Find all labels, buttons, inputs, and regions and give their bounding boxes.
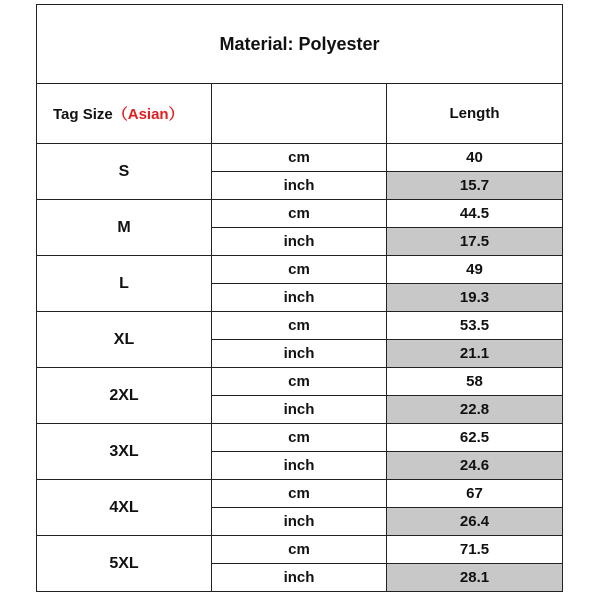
length-cm-value: 53.5: [387, 312, 563, 340]
size-chart-table: [36, 4, 563, 592]
unit-cm-label: cm: [212, 312, 387, 340]
tag-size-header: [37, 84, 212, 144]
unit-inch-label: inch: [212, 452, 387, 480]
tag-size-label: Tag Size: [53, 106, 113, 123]
length-inch-value: 19.3: [387, 284, 563, 312]
size-label: 3XL: [37, 424, 212, 480]
unit-inch-label: inch: [212, 508, 387, 536]
header-row: [37, 84, 563, 144]
unit-inch-label: inch: [212, 564, 387, 592]
unit-cm-label: cm: [212, 200, 387, 228]
length-inch-value: 17.5: [387, 228, 563, 256]
unit-inch-label: inch: [212, 172, 387, 200]
size-label: L: [37, 256, 212, 312]
length-inch-value: 24.6: [387, 452, 563, 480]
table-row: [37, 368, 563, 396]
size-label: 2XL: [37, 368, 212, 424]
unit-cm-label: cm: [212, 144, 387, 172]
table-row: [37, 480, 563, 508]
size-label: M: [37, 200, 212, 256]
table-row: [37, 536, 563, 564]
size-chart-body: [37, 5, 563, 592]
table-row: [37, 256, 563, 284]
length-cm-value: 49: [387, 256, 563, 284]
length-cm-value: 67: [387, 480, 563, 508]
unit-inch-label: inch: [212, 284, 387, 312]
length-cm-value: 40: [387, 144, 563, 172]
unit-cm-label: cm: [212, 256, 387, 284]
length-cm-value: 71.5: [387, 536, 563, 564]
size-label: XL: [37, 312, 212, 368]
length-inch-value: 26.4: [387, 508, 563, 536]
table-row: [37, 312, 563, 340]
title-row: [37, 5, 563, 84]
unit-inch-label: inch: [212, 228, 387, 256]
unit-cm-label: cm: [212, 480, 387, 508]
length-inch-value: 28.1: [387, 564, 563, 592]
length-inch-value: 22.8: [387, 396, 563, 424]
unit-cm-label: cm: [212, 536, 387, 564]
length-inch-value: 15.7: [387, 172, 563, 200]
unit-inch-label: inch: [212, 396, 387, 424]
unit-cm-label: cm: [212, 368, 387, 396]
size-label: 5XL: [37, 536, 212, 592]
length-header: Length: [387, 84, 563, 144]
unit-inch-label: inch: [212, 340, 387, 368]
unit-header: [212, 84, 387, 144]
length-cm-value: 62.5: [387, 424, 563, 452]
table-row: [37, 200, 563, 228]
table-row: [37, 424, 563, 452]
length-inch-value: 21.1: [387, 340, 563, 368]
tag-size-note: （Asian）: [112, 106, 184, 123]
table-row: [37, 144, 563, 172]
length-cm-value: 44.5: [387, 200, 563, 228]
length-cm-value: 58: [387, 368, 563, 396]
unit-cm-label: cm: [212, 424, 387, 452]
size-label: 4XL: [37, 480, 212, 536]
material-title: Material: Polyester: [37, 5, 563, 84]
size-label: S: [37, 144, 212, 200]
